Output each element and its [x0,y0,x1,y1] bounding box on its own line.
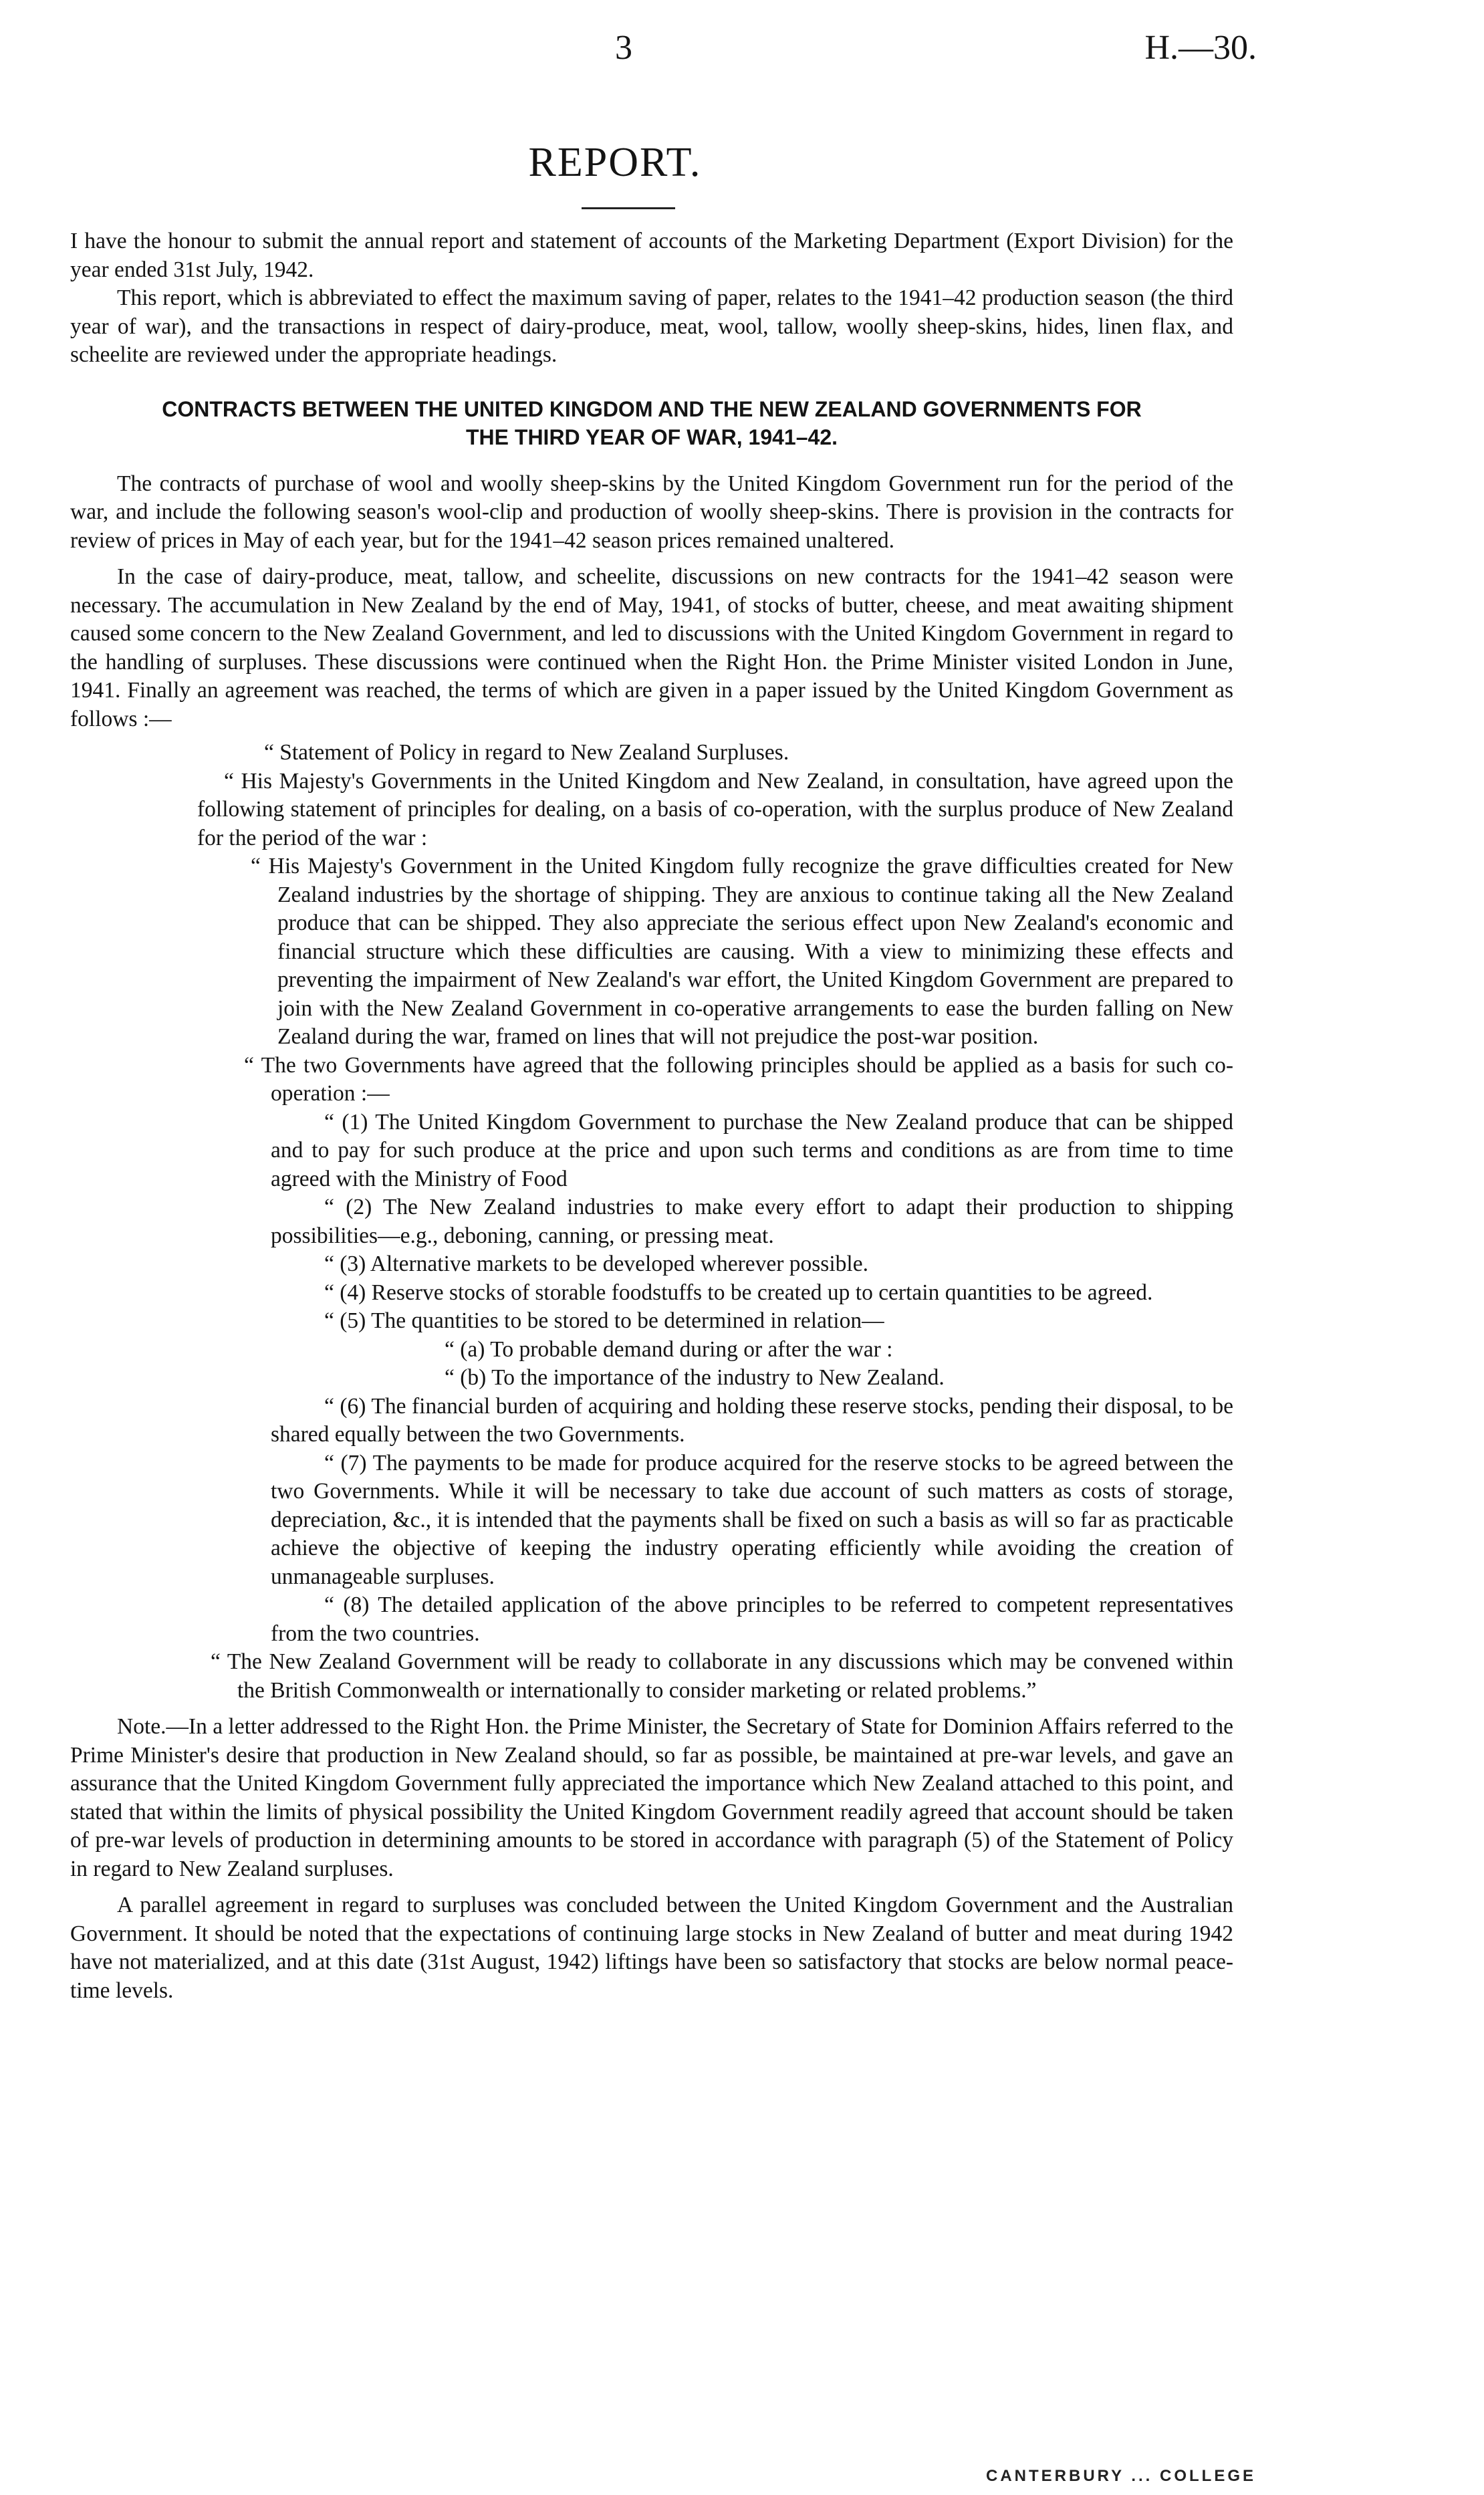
report-title: REPORT. [528,140,702,185]
note-paragraph: Note.—In a letter addressed to the Right Hon. the Prime Minister, the Secretary of State for Dominion Affairs referred to the Prime Minister's desire that production in New Zealand should, so far as possible, be maintained at pre-war levels, and gave an assurance that the United Kingdom Government fully appreciated the importance which New Zealand attached to this point, and stated that within the limits of physical possibility the United Kingdom Government readily agreed that account should be taken of pre-war levels of production in determining amounts to be stored in accordance with paragraph (5) of the Statement of Policy in regard to New Zealand surpluses. [70,1714,1233,1881]
document-reference: H.—30. [1144,29,1257,67]
statement-paragraph-3: “ The two Governments have agreed that the following principles should be applied as a basis for such co-operation :— [244,1052,1233,1106]
statement-heading: “ Statement of Policy in regard to New Zealand Surpluses. [264,740,789,765]
principle-3: “ (3) Alternative markets to be developed wherever possible. [324,1252,868,1276]
section-heading: CONTRACTS BETWEEN THE UNITED KINGDOM AND THE NEW ZEALAND GOVERNMENTS FOR THE THIRD YEAR OF WAR, 1941–42. [162,396,1142,449]
principle-2: “ (2) The New Zealand industries to make every effort to adapt their production to shipping possibilities—e.g., deboning, canning, or pressing meat. [271,1195,1233,1248]
principle-8: “ (8) The detailed application of the above principles to be referred to competent representatives from the two countries. [271,1592,1233,1646]
principle-7: “ (7) The payments to be made for produce acquired for the reserve stocks to be agreed between the two Governments. While it will be necessary to take due account of such matters as costs of storage, depreciation, &c., it is intended that the payments shall be fixed on such a basis as will so far as practicable achieve the objective of keeping the industry operating efficiently while avoiding the creation of unmanageable surpluses. [271,1450,1233,1589]
principle-5b: “ (b) To the importance of the industry to New Zealand. [445,1365,945,1390]
title-rule [582,207,675,209]
page-number: 3 [615,29,632,67]
final-paragraph: A parallel agreement in regard to surpluses was concluded between the United Kingdom Government and the Australian Government. It should be noted that the expectations of continuing large stocks in New Zealand of butter and meat during 1942 have not materialized, and at this date (31st August, 1942) liftings have been so satisfactory that stocks are below normal peace-time levels. [70,1893,1233,2003]
intro-paragraph-1: I have the honour to submit the annual report and statement of accounts of the Marketing Department (Export Division) for the year ended 31st July, 1942. [70,229,1233,282]
principle-6: “ (6) The financial burden of acquiring and holding these reserve stocks, pending their disposal, to be shared equally between the two Governments. [271,1393,1233,1447]
principle-4: “ (4) Reserve stocks of storable foodstuffs to be created up to certain quantities to be agreed. [324,1280,1153,1305]
section-paragraph-1: The contracts of purchase of wool and woolly sheep-skins by the United Kingdom Government run for the period of the war, and include the following season's wool-clip and production of woolly sheep-skins. There is provision in the contracts for review of prices in May of each year, but for the 1941–42 season prices remained unaltered. [70,471,1233,553]
statement-paragraph-2: “ His Majesty's Government in the United Kingdom fully recognize the grave difficulties created for New Zealand industries by the shortage of shipping. They are anxious to continue taking all the New Zealand produce that can be shipped. They also appreciate the serious effect upon New Zealand's economic and financial structure which these difficulties are causing. With a view to minimizing these effects and preventing the impairment of New Zealand's war effort, the United Kingdom Government are prepared to join with the New Zealand Government in co-operative arrangements to ease the burden falling on New Zealand during the war, framed on lines that will not prejudice the post-war position. [251,854,1233,1049]
principle-5a: “ (a) To probable demand during or after the war : [445,1336,893,1362]
principle-1: “ (1) The United Kingdom Government to purchase the New Zealand produce that can be shipped and to pay for such produce at the price and upon such terms and conditions as are from time to time agreed with the Ministry of Food [271,1109,1233,1191]
library-stamp: CANTERBURY ... COLLEGE [986,2467,1257,2485]
statement-closing: “ The New Zealand Government will be ready to collaborate in any discussions which may be convened within the British Commonwealth or internationally to consider marketing or related problems.” [211,1649,1233,1703]
section-paragraph-2: In the case of dairy-produce, meat, tallow, and scheelite, discussions on new contracts for the 1941–42 season were necessary. The accumulation in New Zealand by the end of May, 1941, of stocks of butter, cheese, and meat awaiting shipment caused some concern to the New Zealand Government, and led to discussions with the United Kingdom Government in regard to the handling of surpluses. These discussions were continued when the Right Hon. the Prime Minister visited London in June, 1941. Finally an agreement was reached, the terms of which are given in a paper issued by the United Kingdom Government as follows :— [70,564,1233,731]
statement-paragraph-1: “ His Majesty's Governments in the United Kingdom and New Zealand, in consultation, have agreed upon the following statement of principles for dealing, on a basis of co-operation, with the surplus produce of New Zealand for the period of the war : [197,768,1233,850]
report-body [70,227,1233,2005]
intro-paragraph-2: This report, which is abbreviated to effect the maximum saving of paper, relates to the 1941–42 production season (the third year of war), and the transactions in respect of dairy-produce, meat, wool, tallow, woolly sheep-skins, hides, linen flax, and scheelite are reviewed under the appropriate headings. [70,285,1233,367]
principle-5: “ (5) The quantities to be stored to be determined in relation— [324,1308,884,1333]
